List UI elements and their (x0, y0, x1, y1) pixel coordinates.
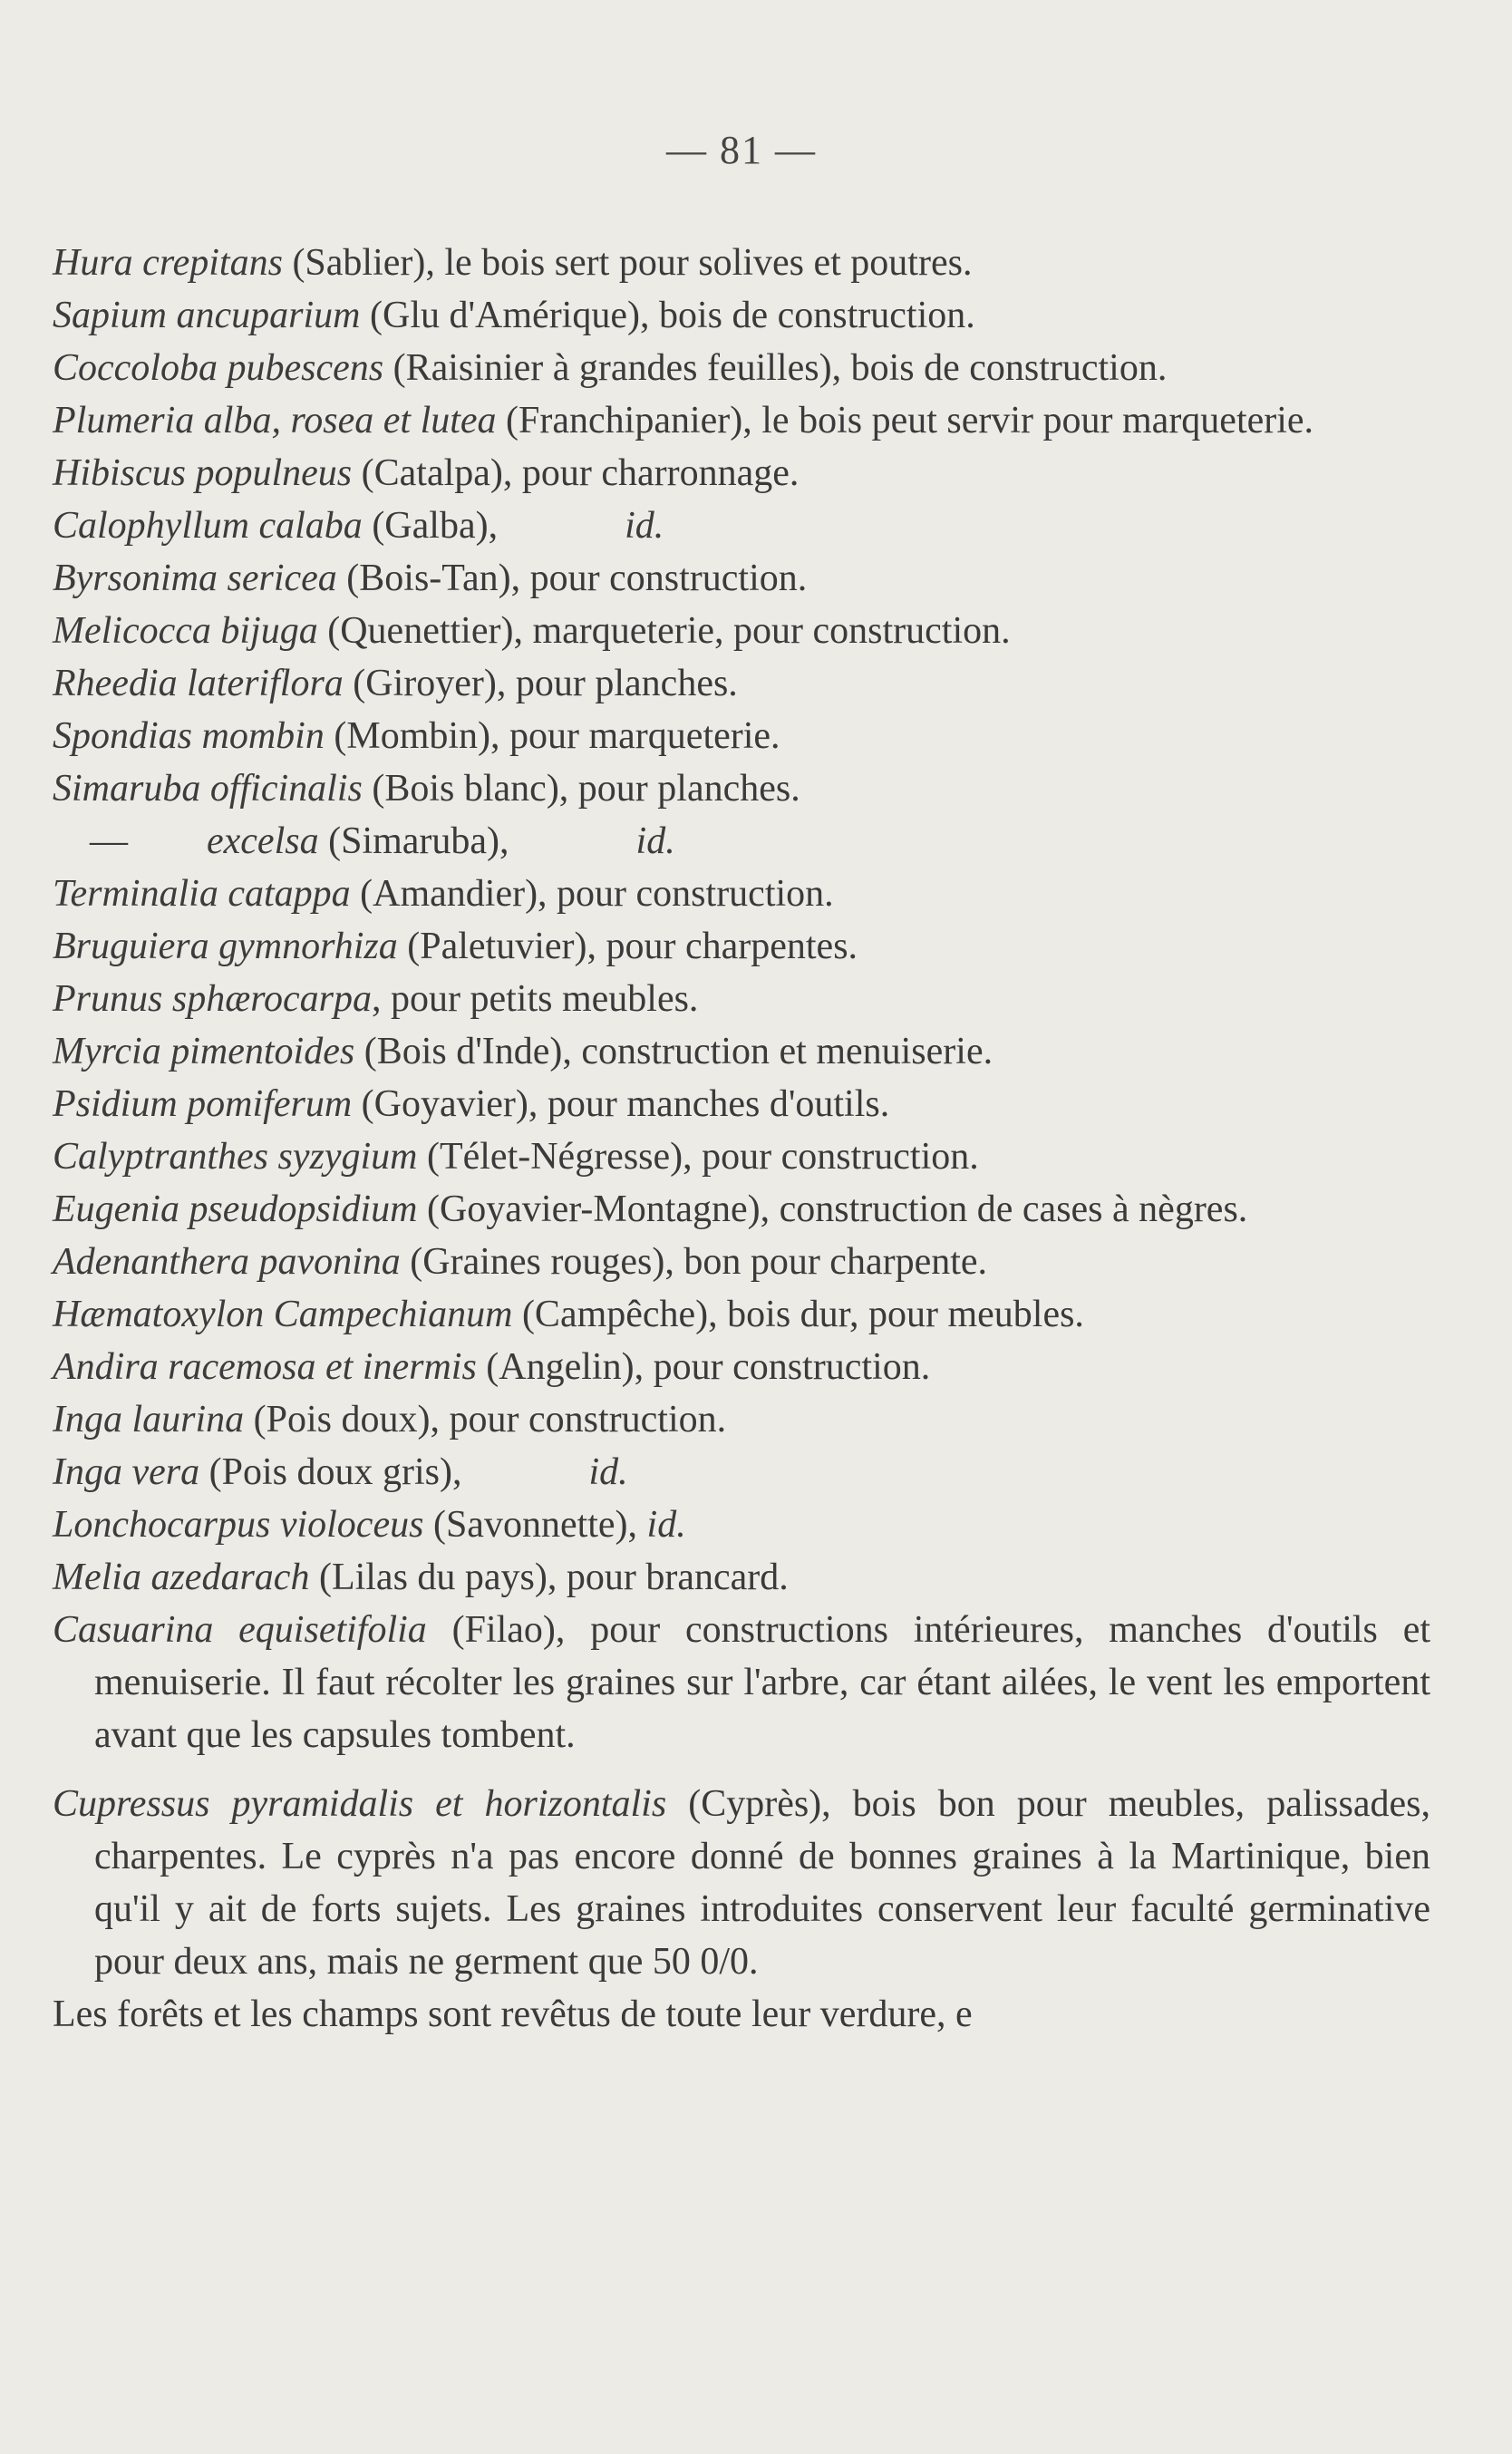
entry-simaruba-officinalis: Simaruba officinalis (Bois blanc), pour planches. (53, 768, 800, 810)
entry-prunus: Prunus sphærocarpa, pour petits meubles. (53, 978, 699, 1020)
page-number: — 81 — (666, 128, 817, 172)
entry-hibiscus: Hibiscus populneus (Catalpa), pour charronnage. (53, 452, 800, 494)
entry-terminalia: Terminalia catappa (Amandier), pour construction. (53, 873, 834, 915)
entry-melia: Melia azedarach (Lilas du pays), pour brancard. (53, 1557, 789, 1598)
entry-eugenia: Eugenia pseudopsidium (Goyavier-Montagne), construction de cases à nègres. (53, 1188, 1248, 1230)
entry-lonchocarpus: Lonchocarpus violoceus (Savonnette), id. (53, 1504, 686, 1546)
entry-spondias: Spondias mombin (Mombin), pour marqueterie. (53, 715, 780, 757)
entry-inga-vera: Inga vera (Pois doux gris), id. (53, 1451, 628, 1493)
entry-plumeria: Plumeria alba, rosea et lutea (Franchipanier), le bois peut servir pour marqueterie. (53, 400, 1314, 441)
entry-myrcia: Myrcia pimentoides (Bois d'Inde), construction et menuiserie. (53, 1031, 993, 1072)
entry-bruguiera: Bruguiera gymnorhiza (Paletuvier), pour charpentes. (53, 926, 858, 967)
entry-adenanthera: Adenanthera pavonina (Graines rouges), bon pour charpente. (53, 1241, 988, 1283)
final-line: Les forêts et les champs sont revêtus de toute leur verdure, e (53, 1993, 973, 2035)
entry-haematoxylon: Hæmatoxylon Campechianum (Campêche), bois dur, pour meubles. (53, 1294, 1084, 1335)
entry-simaruba-excelsa: — excelsa (Simaruba), id. (90, 820, 675, 862)
entry-melicocca: Melicocca bijuga (Quenettier), marqueterie, pour construction. (53, 610, 1011, 652)
entry-calyptranthes: Calyptranthes syzygium (Télet-Négresse), pour construction. (53, 1136, 979, 1178)
entry-rheedia: Rheedia lateriflora (Giroyer), pour planches. (53, 663, 738, 704)
entry-byrsonima: Byrsonima sericea (Bois-Tan), pour construction. (53, 558, 808, 599)
species-list (53, 237, 1430, 2041)
entry-hura: Hura crepitans (Sablier), le bois sert pour solives et poutres. (53, 242, 973, 284)
entry-andira: Andira racemosa et inermis (Angelin), pour construction. (53, 1346, 931, 1388)
entry-inga-laurina: Inga laurina (Pois doux), pour construction. (53, 1399, 727, 1440)
entry-casuarina: Casuarina equisetifolia (Filao), pour constructions intérieures, manches d'outils et menuiserie. Il faut récolter les graines sur l'arbre, car étant ailées, le vent les emportent avant que les capsules tombent. (53, 1609, 1431, 1756)
entry-psidium: Psidium pomiferum (Goyavier), pour manches d'outils. (53, 1083, 890, 1125)
entry-cupressus: Cupressus pyramidalis et horizontalis (Cyprès), bois bon pour meubles, palissades, charpentes. Le cyprès n'a pas encore donné de bonnes graines à la Martinique, bien qu'il y ait de forts sujets. Les graines introduites conservent leur faculté germinative pour deux ans, mais ne germent que 50 0/0. (53, 1783, 1430, 1983)
entry-calophyllum: Calophyllum calaba (Galba), id. (53, 505, 664, 547)
entry-sapium: Sapium ancuparium (Glu d'Amérique), bois de construction. (53, 295, 975, 336)
entry-coccoloba: Coccoloba pubescens (Raisinier à grandes feuilles), bois de construction. (53, 347, 1168, 389)
